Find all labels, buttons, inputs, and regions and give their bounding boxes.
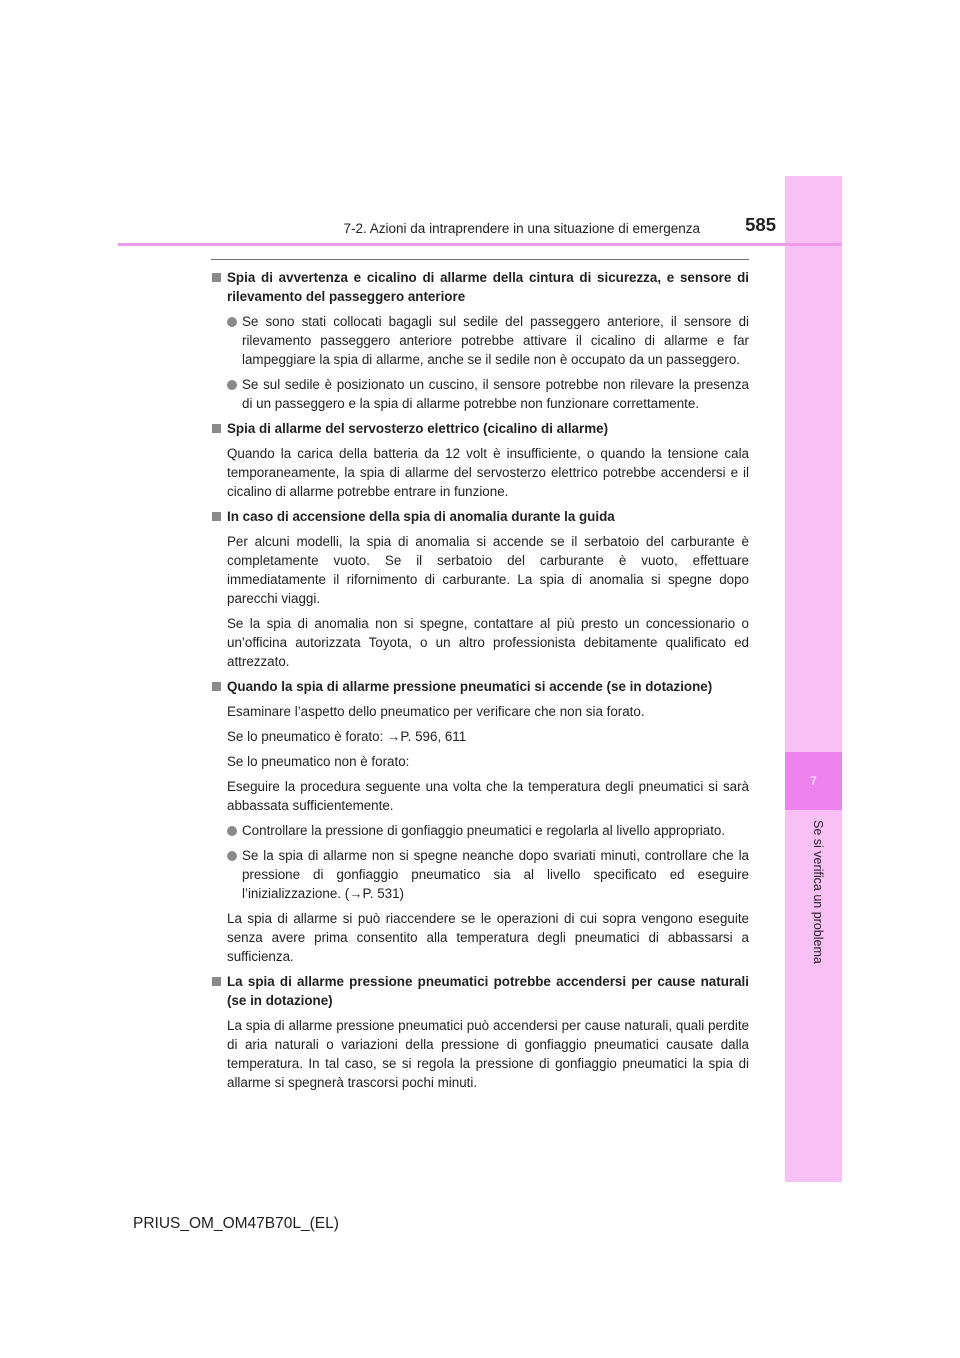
chapter-number-tab[interactable]: 7: [785, 752, 842, 810]
paragraph-text: Esaminare l’aspetto dello pneumatico per verificare che non sia forato.: [227, 704, 645, 719]
sections-container: [211, 268, 749, 1092]
paragraph-text: La spia di allarme pressione pneumatici può accendersi per cause naturali, quali perdite di aria naturali o variazioni della pressione di gonfiaggio pneumatici causate dalla temperatura. In tal caso, se si regola la pressione di gonfiaggio pneumatici la spia di allarme si spegnerà trascorsi pochi minuti.: [227, 1018, 749, 1090]
section-heading-text: In caso di accensione della spia di anomalia durante la guida: [227, 509, 615, 524]
square-bullet-icon: [212, 273, 221, 282]
paragraph: [211, 727, 749, 746]
section-heading: [211, 507, 749, 526]
round-bullet-icon: [227, 380, 237, 390]
chapter-title: 7-2. Azioni da intraprendere in una situazione di emergenza: [343, 221, 700, 236]
document-id: PRIUS_OM_OM47B70L_(EL): [133, 1215, 339, 1232]
paragraph: [211, 702, 749, 721]
paragraph: [211, 532, 749, 608]
section-heading-text: La spia di allarme pressione pneumatici potrebbe accendersi per cause naturali (se in dotazione): [227, 974, 749, 1008]
bullet-item: [211, 821, 749, 840]
bullet-text: Se sul sedile è posizionato un cuscino, il sensore potrebbe non rilevare la presenza di un passeggero e la spia di allarme potrebbe non funzionare correttamente.: [242, 377, 749, 411]
paragraph-text: Per alcuni modelli, la spia di anomalia si accende se il serbatoio del carburante è completamente vuoto. Se il serbatoio del carburante è vuoto, effettuare immediatamente il rifornimento di carburante. La spia di anomalia si spegne dopo parecchi viaggi.: [227, 534, 749, 606]
side-tab: [785, 176, 842, 1182]
round-bullet-icon: [227, 317, 237, 327]
bullet-item: [211, 375, 749, 413]
paragraph-text: La spia di allarme si può riaccendere se le operazioni di cui sopra vengono eseguite senza avere prima consentito alla temperatura degli pneumatici di abbassarsi a sufficienza.: [227, 911, 749, 964]
section-heading: [211, 419, 749, 438]
header-divider: [118, 243, 842, 246]
round-bullet-icon: [227, 851, 237, 861]
chapter-tab-label: Se si verifica un problema: [811, 820, 825, 964]
paragraph-text: Quando la carica della batteria da 12 volt è insufficiente, o quando la tensione cala temporaneamente, la spia di allarme del servosterzo elettrico potrebbe accendersi e il cicalino di allarme potrebbe entrare in funzione.: [227, 446, 749, 499]
content-divider: [211, 259, 749, 260]
bullet-item: [211, 846, 749, 903]
section-heading: [211, 268, 749, 306]
section-heading-text: Spia di allarme del servosterzo elettrico (cicalino di allarme): [227, 421, 609, 436]
bullet-text: Se sono stati collocati bagagli sul sedile del passeggero anteriore, il sensore di rilevamento passeggero anteriore potrebbe attivare il cicalino di allarme e far lampeggiare la spia di allarme, anche se il sedile non è occupato da un passeggero.: [242, 314, 749, 367]
paragraph-text: Se lo pneumatico non è forato:: [227, 754, 410, 769]
page-content: [211, 259, 749, 1098]
section-heading: [211, 677, 749, 696]
page-number: 585: [745, 214, 776, 235]
paragraph: [211, 909, 749, 966]
paragraph: [211, 777, 749, 815]
section-heading-text: Quando la spia di allarme pressione pneumatici si accende (se in dotazione): [227, 679, 713, 694]
section-heading-text: Spia di avvertenza e cicalino di allarme della cintura di sicurezza, e sensore di rilevamento del passeggero anteriore: [227, 270, 749, 304]
paragraph-text: Se la spia di anomalia non si spegne, contattare al più presto un concessionario o un’officina autorizzata Toyota, o un altro professionista debitamente qualificato ed attrezzato.: [227, 616, 749, 669]
square-bullet-icon: [212, 977, 221, 986]
section-heading: [211, 972, 749, 1010]
round-bullet-icon: [227, 826, 237, 836]
paragraph-text: Eseguire la procedura seguente una volta che la temperatura degli pneumatici si sarà abbassata sufficientemente.: [227, 779, 749, 813]
bullet-text: Controllare la pressione di gonfiaggio pneumatici e regolarla al livello appropriato.: [242, 823, 726, 838]
bullet-item: [211, 312, 749, 369]
paragraph: [211, 752, 749, 771]
paragraph: [211, 614, 749, 671]
paragraph: [211, 444, 749, 501]
square-bullet-icon: [212, 512, 221, 521]
square-bullet-icon: [212, 682, 221, 691]
paragraph: [211, 1016, 749, 1092]
square-bullet-icon: [212, 424, 221, 433]
bullet-text: Se la spia di allarme non si spegne neanche dopo svariati minuti, controllare che la pressione di gonfiaggio pneumatico sia al livello specificato ed eseguire l’inizializzazione. (→P. 531): [242, 848, 749, 901]
paragraph-text: Se lo pneumatico è forato: →P. 596, 611: [227, 729, 467, 744]
